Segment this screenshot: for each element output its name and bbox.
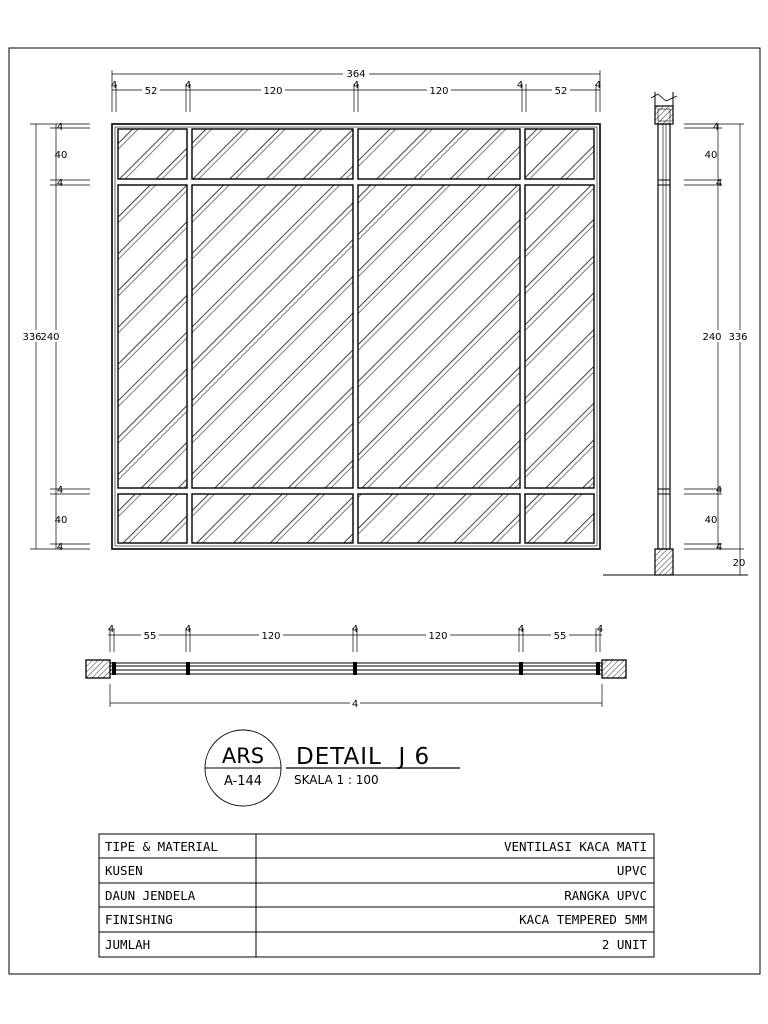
glass-height-label: 240 (40, 332, 60, 343)
glass-pane (118, 185, 187, 488)
total-height-label: 336 (728, 332, 748, 343)
dim-label: 4 (110, 80, 118, 91)
detail-title-block (205, 730, 460, 806)
wall-section (86, 660, 110, 678)
dim-label: 55 (553, 631, 567, 642)
dim-label: 4 (56, 542, 64, 553)
wall-section (602, 660, 626, 678)
overall-width-label: 364 (346, 69, 366, 80)
glass-pane (525, 185, 594, 488)
sheet-reference: A-144 (223, 774, 263, 789)
dim-label: 4 (712, 122, 720, 133)
frame-profile (658, 124, 670, 549)
row-value: UPVC (616, 863, 647, 878)
sill-label: 20 (732, 558, 746, 569)
dim-label: 4 (715, 542, 723, 553)
glass-pane (192, 494, 353, 543)
dim-label: 120 (428, 631, 448, 642)
glass-pane (358, 129, 520, 179)
plan-section (86, 624, 626, 710)
wall-section (655, 549, 673, 575)
glass-pane (192, 129, 353, 179)
dim-label: 4 (351, 699, 359, 710)
dim-label: 4 (715, 178, 723, 189)
side-dimension-lines (684, 124, 744, 575)
dim-label: 52 (144, 86, 158, 97)
table-row (105, 888, 647, 903)
row-value: 2 UNIT (601, 937, 647, 952)
dim-label: 4 (594, 80, 602, 91)
row-label: JUMLAH (105, 937, 151, 952)
row-label: TIPE & MATERIAL (105, 839, 218, 854)
row-label: FINISHING (105, 912, 173, 927)
dim-label: 55 (143, 631, 157, 642)
dim-label: 4 (352, 80, 360, 91)
bottom-row-panes (118, 494, 594, 543)
dim-label: 4 (184, 624, 192, 635)
glass-pane (525, 494, 594, 543)
dim-label: 40 (704, 150, 718, 161)
side-section (603, 92, 757, 575)
row-value: VENTILASI KACA MATI (504, 839, 647, 854)
row-label: KUSEN (105, 863, 143, 878)
table-row (105, 839, 647, 854)
dim-label: 40 (54, 515, 68, 526)
plan-mullions (112, 662, 600, 675)
dim-label: 4 (596, 624, 604, 635)
dim-label: 40 (704, 515, 718, 526)
table-row (105, 937, 647, 952)
glass-pane (118, 129, 187, 179)
detail-code: ARS (221, 744, 265, 768)
dim-label: 4 (517, 624, 525, 635)
dim-label: 40 (54, 150, 68, 161)
dim-label: 4 (184, 80, 192, 91)
spec-table (99, 834, 654, 957)
detail-title: DETAIL J 6 (296, 744, 431, 770)
dim-label: 120 (263, 86, 283, 97)
left-dimension-labels (22, 122, 67, 553)
top-dimension-labels (111, 68, 601, 97)
detail-scale: SKALA 1 : 100 (294, 773, 379, 787)
side-dimension-labels (702, 122, 757, 569)
dim-label: 4 (56, 178, 64, 189)
glass-pane (192, 185, 353, 488)
row-value: KACA TEMPERED 5MM (519, 912, 647, 927)
top-row-panes (118, 129, 594, 179)
glass-height-label: 240 (702, 332, 722, 343)
row-value: RANGKA UPVC (564, 888, 647, 903)
dim-label: 120 (429, 86, 449, 97)
table-row (105, 863, 647, 878)
glass-pane (358, 185, 520, 488)
dim-label: 4 (56, 122, 64, 133)
row-label: DAUN JENDELA (105, 888, 196, 903)
dim-label: 4 (715, 485, 723, 496)
dim-label: 120 (261, 631, 281, 642)
dim-label: 4 (516, 80, 524, 91)
glass-pane (358, 494, 520, 543)
dim-label: 4 (351, 624, 359, 635)
glass-pane (525, 129, 594, 179)
table-row (105, 912, 647, 927)
total-height-label: 336 (22, 332, 42, 343)
dim-label: 4 (107, 624, 115, 635)
dim-label: 52 (554, 86, 568, 97)
front-elevation (22, 68, 601, 553)
dim-label: 4 (56, 485, 64, 496)
glass-pane (118, 494, 187, 543)
middle-row-panes (118, 185, 594, 488)
